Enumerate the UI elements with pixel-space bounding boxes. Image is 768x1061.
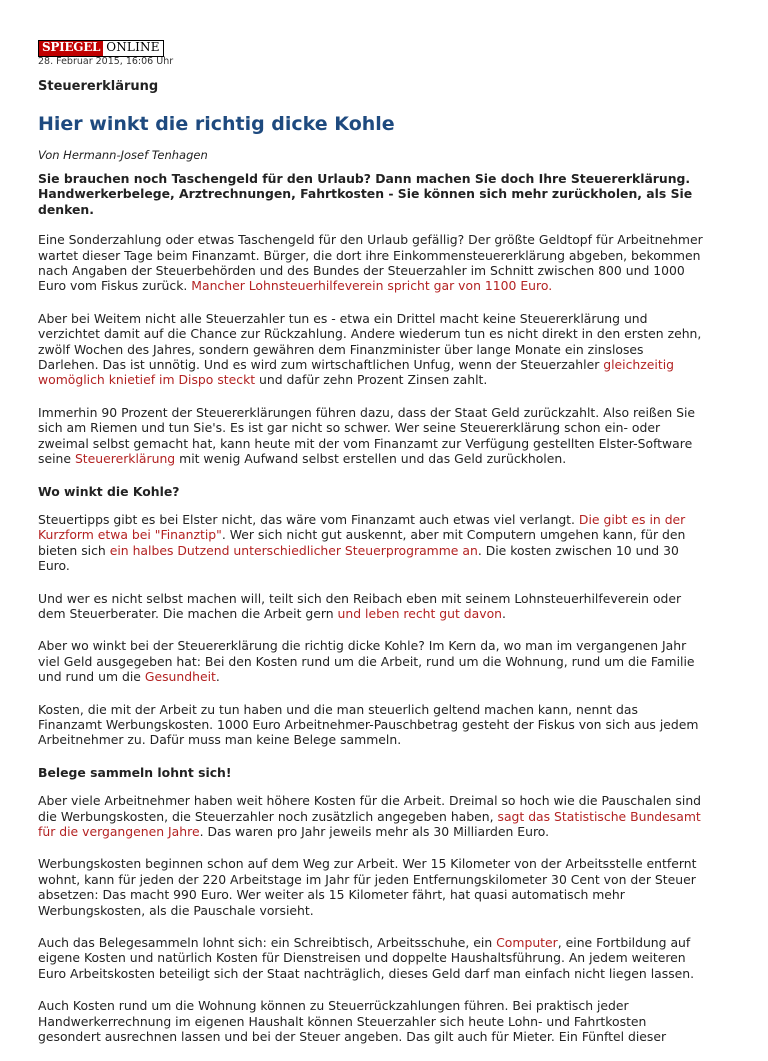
article-headline: Hier winkt die richtig dicke Kohle (38, 113, 395, 135)
link-gesundheit[interactable]: Gesundheit (144, 669, 216, 685)
paragraph-5: Und wer es nicht selbst machen will, teilt sich den Reibach eben mit seinem Lohnsteuerhilfeverein oder dem Steuerberater. Die machen die Arbeit gern und leben recht gut davon. (38, 590, 682, 621)
article-lead: Sie brauchen noch Taschengeld für den Urlaub? Dann machen Sie doch Ihre Steuererklärung. Handwerkerbelege, Arztrechnungen, Fahrtkosten - Sie können sich mehr zurückholen, als Sie denken. (38, 171, 693, 217)
paragraph-8: Aber viele Arbeitnehmer haben weit höhere Kosten für die Arbeit. Dreimal so hoch wie die Pauschalen sind die Werbungskosten, die Steuerzahler noch zusätzlich angegeben haben, sagt das Statistische Bundesamt für die vergangenen Jahre. Das waren pro Jahr jeweils mehr als 30 Milliarden Euro. (38, 793, 702, 839)
spiegel-online-logo[interactable] (38, 40, 164, 57)
link-finanztip[interactable]: Die gibt es in der Kurzform etwa bei "Finanztip" (38, 511, 686, 543)
link-steuererklaerung[interactable]: Steuererklärung (74, 451, 176, 467)
paragraph-3: Immerhin 90 Prozent der Steuererklärungen führen dazu, dass der Staat Geld zurückzahlt. Also reißen Sie sich am Riemen und tun Sie's. Es ist gar nicht so schwer. Wer seine Steuererklärung schon ein- oder zweimal selbst gemacht hat, kann heute mit der vom Finanzamt zur Verfügung gestellten Elster-Software seine Steuererklärung mit wenig Aufwand selbst erstellen und das Geld zurückholen. (38, 404, 696, 467)
logo-spiegel: SPIEGEL (39, 41, 103, 56)
publish-date: 28. Februar 2015, 16:06 Uhr (38, 56, 174, 67)
paragraph-10: Auch das Belegesammeln lohnt sich: ein Schreibtisch, Arbeitsschuhe, ein Computer, eine Fortbildung auf eigene Kosten und natürlich Kosten für Dienstreisen und doppelte Haushaltsführung. An jedem weiteren Euro Arbeitskosten beteiligt sich der Staat nachträglich, dieses Geld darf man einfach nicht liegen lassen. (38, 935, 695, 981)
subheading-belege: Belege sammeln lohnt sich! (38, 764, 232, 780)
paragraph-1: Eine Sonderzahlung oder etwas Taschengeld für den Urlaub gefällig? Der größte Geldtopf für Arbeitnehmer wartet dieser Tage beim Finanzamt. Bürger, die dort ihre Einkommensteuererklärung abgeben, bekommen nach Angaben der Steuerbehörden und des Bundes der Steuerzahler im Schnitt zwischen 800 und 1000 Euro vom Fiskus zurück. Mancher Lohnsteuerhilfeverein spricht gar von 1100 Euro. (38, 232, 703, 294)
article-byline: Von Hermann-Josef Tenhagen (38, 148, 208, 162)
paragraph-6: Aber wo winkt bei der Steuererklärung die richtig dicke Kohle? Im Kern da, wo man im vergangenen Jahr viel Geld ausgegeben hat: Bei den Kosten rund um die Arbeit, rund um die Wohnung, rund um die Familie und rund um die Gesundheit. (38, 638, 695, 685)
link-leben-gut-davon[interactable]: und leben recht gut davon (337, 605, 503, 621)
link-statistisches-bundesamt[interactable]: sagt das Statistische Bundesamt für die vergangenen Jahre (38, 808, 701, 839)
article-kicker: Steuererklärung (38, 79, 159, 94)
link-dispo[interactable]: gleichzeitig womöglich knietief im Dispo steckt (38, 357, 675, 388)
link-lohnsteuerhilfeverein[interactable]: Mancher Lohnsteuerhilfeverein spricht gar von 1100 Euro. (191, 278, 553, 294)
paragraph-4: Steuertipps gibt es bei Elster nicht, das wäre vom Finanzamt auch etwas viel verlangt. Die gibt es in der Kurzform etwa bei "Finanztip". Wer sich nicht gut auskennt, aber mit Computern umgehen kann, für den bieten sich ein halbes Dutzend unterschiedlicher Steuerprogramme an. Die kosten zwischen 10 und 30 Euro. (38, 511, 686, 574)
subheading-wo-winkt: Wo winkt die Kohle? (38, 483, 180, 499)
paragraph-11: Auch Kosten rund um die Wohnung können zu Steuerrückzahlungen führen. Bei praktisch jeder Handwerkerrechnung im eigenen Haushalt können Steuerzahler sich heute Lohn- und Fahrtkosten gesondert ausrechnen lassen und bei der Steuer angeben. Das gilt auch für Mieter. Ein Fünftel dieser (38, 998, 667, 1045)
link-computer[interactable]: Computer (496, 935, 558, 951)
paragraph-9: Werbungskosten beginnen schon auf dem Weg zur Arbeit. Wer 15 Kilometer von der Arbeitsstelle entfernt wohnt, kann für jeden der 220 Arbeitstage im Jahr für jeden Entfernungskilometer 30 Cent von der Steuer absetzen: Das macht 990 Euro. Wer weiter als 15 Kilometer fährt, hat quasi automatisch mehr Werbungskosten, als die Pauschale vorsieht. (38, 856, 697, 918)
link-steuerprogramme[interactable]: ein halbes Dutzend unterschiedlicher Steuerprogramme an (109, 542, 478, 558)
logo-online: ONLINE (103, 41, 163, 56)
paragraph-7: Kosten, die mit der Arbeit zu tun haben und die man steuerlich geltend machen kann, nennt das Finanzamt Werbungskosten. 1000 Euro Arbeitnehmer-Pauschbetrag gesteht der Fiskus von sich aus jedem Arbeitnehmer zu. Dafür muss man keine Belege sammeln. (38, 701, 699, 748)
article-body (38, 171, 703, 1061)
paragraph-2: Aber bei Weitem nicht alle Steuerzahler tun es - etwa ein Drittel macht keine Steuererklärung und verzichtet damit auf die Chance zur Rückzahlung. Andere wiederum tun es nicht direkt in den ersten zehn, zwölf Wochen des Jahres, sondern gewähren dem Finanzminister über lange Monate ein zinsloses Darlehen. Das ist unnötig. Und es wird zum wirtschaftlichen Unfug, wenn der Steuerzahler gleichzeitig womöglich knietief im Dispo steckt und dafür zehn Prozent Zinsen zahlt. (38, 310, 702, 388)
